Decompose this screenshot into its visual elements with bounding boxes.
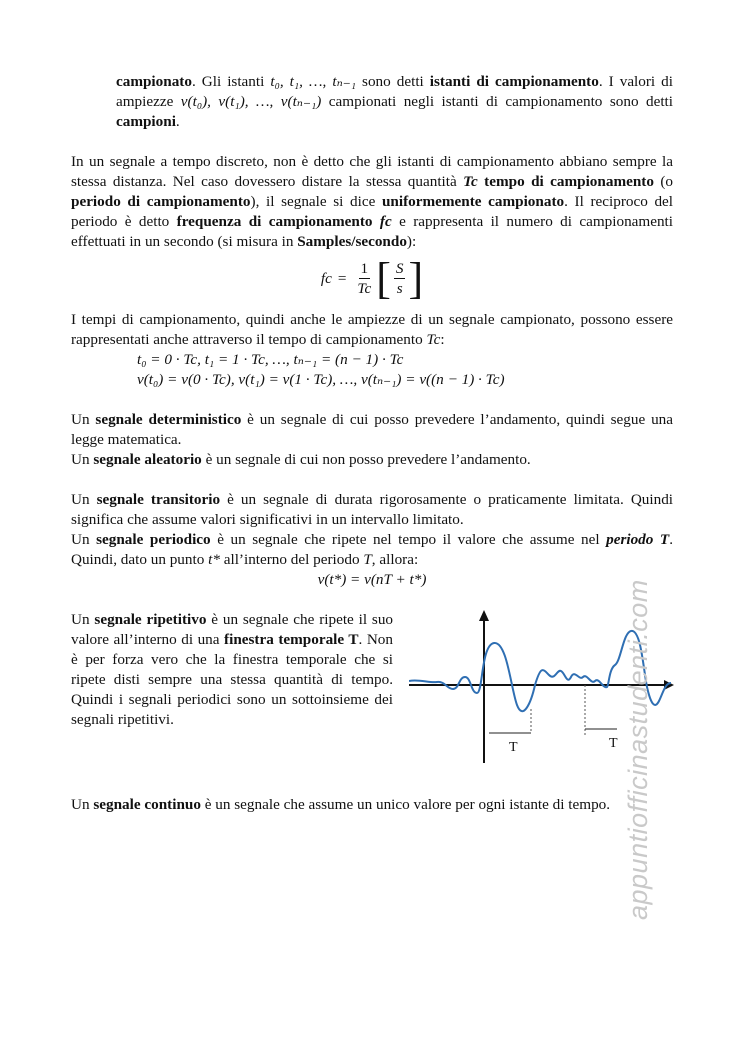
math-inline: t* [208, 551, 220, 568]
window-label-2: T [609, 736, 618, 751]
bold-term: uniformemente campionato [381, 193, 565, 210]
text-run: ): [406, 233, 417, 250]
text-run: . Non è per forza vero che la finestra temporale che si ripete disti sempre una stessa quantità di tempo. Quindi i segnali periodici sono un sottoinsieme dei segnali ripetitivi. [71, 631, 393, 728]
equation-tempi: t₀ = 0 · Tc, t₁ = 1 · Tc, …, tₙ₋₁ = (n − 1) · Tc [137, 351, 404, 368]
paragraph-continuo [71, 795, 673, 815]
math-inline: Tc [463, 173, 478, 190]
ripetitivo-section [71, 610, 673, 795]
window-label-1: T [509, 740, 518, 755]
text-run: . Quindi, dato un punto [71, 531, 673, 568]
math-inline: Tc [426, 331, 441, 348]
bold-term: finestra temporale T [224, 631, 359, 648]
bold-term: tempo di campionamento [477, 173, 654, 190]
paragraph-ripetitivo [71, 610, 393, 730]
text-run: Un [71, 491, 97, 508]
paragraph-aleatorio [71, 450, 673, 470]
bold-term: campionato [116, 73, 192, 90]
bold-term: periodo T [606, 531, 670, 548]
text-run: , allora: [371, 551, 419, 568]
paragraph-deterministico [71, 410, 673, 450]
text-run: campionati negli istanti di campionamento sono detti [321, 93, 673, 110]
bold-term: segnale periodico [96, 531, 211, 548]
bold-term: segnale aleatorio [93, 451, 202, 468]
text-run: (o [653, 173, 673, 190]
text-run: e rappresenta il numero di campionamenti effettuati in un secondo (si misura in [71, 213, 673, 250]
fraction-numerator: 1 [360, 259, 369, 277]
formula-frequenza [71, 256, 673, 302]
fraction-denominator: Tc [357, 279, 372, 297]
document-page [71, 72, 673, 815]
paragraph-campionamento [116, 72, 673, 132]
text-run: è un segnale di durata rigorosamente o praticamente limitata. Quindi significa che assume valori significativi in un intervallo limitato. [71, 491, 674, 528]
bold-term: segnale ripetitivo [94, 611, 207, 628]
text-run: I tempi di campionamento, quindi anche le ampiezze di un segnale campionato, possono essere rappresentati anche attraverso il tempo di campionamento [71, 311, 673, 348]
math-inline: fc [379, 213, 392, 230]
formula-equals: = [337, 270, 347, 287]
bold-term: segnale continuo [93, 796, 201, 813]
text-run: all’interno del periodo [219, 551, 364, 568]
amplitude-axis-arrow-icon [479, 610, 489, 621]
text-run: : [440, 331, 445, 348]
text-run: è un segnale che ripete nel tempo il valore che assume nel [210, 531, 607, 548]
text-run: Un [71, 411, 96, 428]
text-run: è un segnale che ripete il suo valore all’interno di una [71, 611, 394, 648]
text-run: Un [71, 796, 94, 813]
text-run: . Gli istanti [191, 73, 271, 90]
text-run: è un segnale che assume un unico valore per ogni istante di tempo. [200, 796, 611, 813]
math-inline: T [363, 551, 372, 568]
text-run: Un [71, 611, 95, 628]
bold-term: campioni [116, 113, 176, 130]
text-run: . Il reciproco del periodo è detto [71, 193, 673, 230]
math-inline: v(t₀), v(t₁), …, v(tₙ₋₁) [180, 93, 322, 110]
formula-unit [394, 260, 406, 299]
bold-term: segnale transitorio [96, 491, 221, 508]
bold-term: Samples/secondo [297, 233, 407, 250]
math-inline: t₀, t₁, …, tₙ₋₁ [270, 73, 357, 90]
watermark: appuntiofficinastudenti.com [623, 579, 653, 920]
bold-term: periodo di campionamento [71, 193, 251, 210]
text-run: ), il segnale si dice [250, 193, 382, 210]
paragraph-tempo-discreto [71, 152, 673, 252]
text-run: . [175, 113, 180, 130]
paragraph-tempi [71, 310, 673, 350]
bold-term: frequenza di campionamento [176, 213, 380, 230]
paragraph-periodico [71, 530, 673, 570]
unit-numerator: S [395, 259, 404, 277]
text-run: Un [71, 451, 94, 468]
text-run: sono detti [356, 73, 430, 90]
bold-term: istanti di campionamento [429, 73, 599, 90]
text-run: In un segnale a tempo discreto, non è detto che gli istanti di campionamento abbiano sempre la stessa distanza. Nel caso dovessero distare la stessa quantità [71, 153, 673, 190]
text-run: è un segnale di cui posso prevedere l’andamento, quindi segue una legge matematica. [71, 411, 673, 448]
text-run: è un segnale di cui non posso prevedere l’andamento. [201, 451, 531, 468]
text-run: . I valori di ampiezze [116, 73, 673, 110]
equation-periodico: v(t*) = v(nT + t*) [317, 571, 427, 588]
formula-fraction [355, 260, 373, 299]
left-bracket: [ [376, 254, 391, 303]
equation-ampiezze: v(t₀) = v(0 · Tc), v(t₁) = v(1 · Tc), …, v(tₙ₋₁) = v((n − 1) · Tc) [137, 371, 505, 388]
paragraph-transitorio [71, 490, 673, 530]
text-run: Un [71, 531, 97, 548]
unit-denominator: s [396, 279, 403, 297]
right-bracket: ] [408, 254, 424, 303]
bold-term: segnale deterministico [95, 411, 242, 428]
formula-lhs: fc [320, 270, 332, 287]
